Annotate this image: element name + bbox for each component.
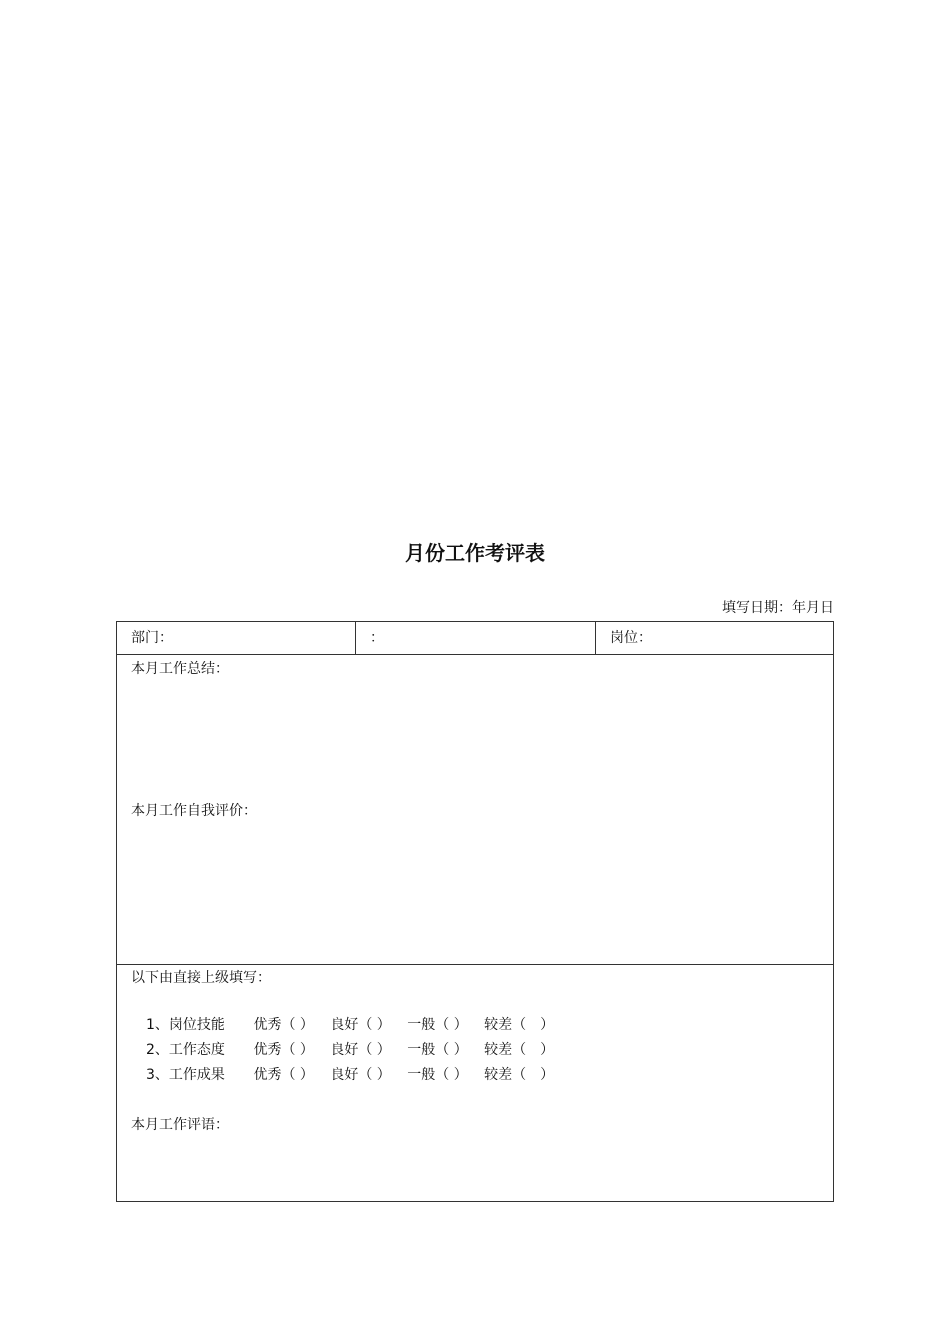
work-comment-label: 本月工作评语： [131,1117,229,1133]
rating-row-attitude [146,1040,566,1060]
option-poor[interactable]: 较差（ ） [484,1042,555,1058]
fill-date-label: 填写日期：年月日 [722,600,834,616]
rating-name: 1、岗位技能 [146,1017,225,1033]
option-excellent[interactable]: 优秀（ ） [253,1017,314,1033]
option-poor[interactable]: 较差（ ） [484,1067,555,1083]
name-cell[interactable]: ： [356,622,596,654]
option-average[interactable]: 一般（ ） [407,1017,468,1033]
evaluation-form-table [116,621,834,1202]
self-section [117,655,833,965]
form-title: 月份工作考评表 [405,541,545,565]
option-good[interactable]: 良好（ ） [330,1042,391,1058]
rating-row-skill [146,1015,566,1035]
rating-name: 2、工作态度 [146,1042,225,1058]
option-good[interactable]: 良好（ ） [330,1067,391,1083]
header-row [117,622,833,655]
option-good[interactable]: 良好（ ） [330,1017,391,1033]
self-evaluation-label: 本月工作自我评价： [131,803,257,819]
supervisor-section [117,965,833,1201]
department-cell[interactable]: 部门： [117,622,356,654]
rating-row-results [146,1065,566,1085]
supervisor-fill-label: 以下由直接上级填写： [131,970,271,986]
option-excellent[interactable]: 优秀（ ） [253,1067,314,1083]
work-summary-label: 本月工作总结： [131,661,229,677]
position-cell[interactable]: 岗位： [610,630,652,646]
option-average[interactable]: 一般（ ） [407,1067,468,1083]
rating-name: 3、工作成果 [146,1067,225,1083]
option-poor[interactable]: 较差（ ） [484,1017,555,1033]
option-excellent[interactable]: 优秀（ ） [253,1042,314,1058]
option-average[interactable]: 一般（ ） [407,1042,468,1058]
